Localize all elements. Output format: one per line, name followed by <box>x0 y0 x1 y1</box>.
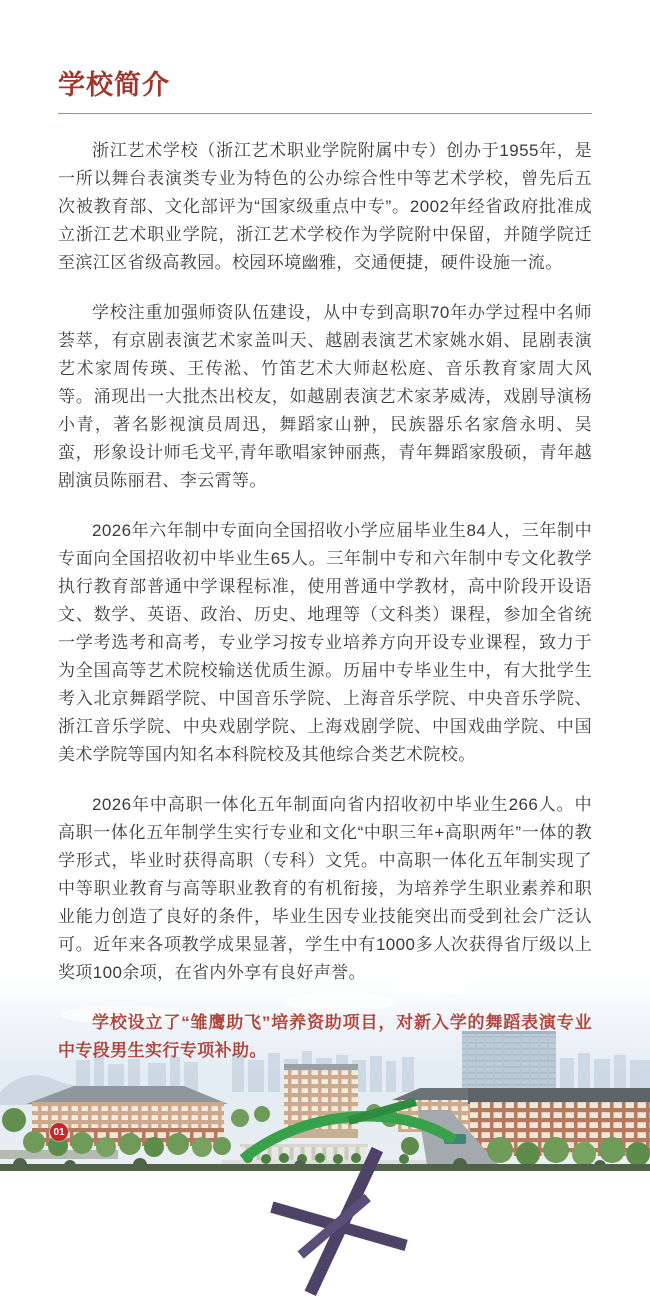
title-divider <box>58 113 592 114</box>
paragraph-faculty-alumni: 学校注重加强师资队伍建设，从中专到高职70年办学过程中名师荟萃，有京剧表演艺术家盖叫天、越剧表演艺术家姚水娟、昆剧表演艺术家周传瑛、王传淞、竹笛艺术大师赵松庭、音乐教育家周大风等。涌现出一大批杰出校友，如越剧表演艺术家茅威涛，戏剧导演杨小青，著名影视演员周迅，舞蹈家山翀，民族器乐名家詹永明、吴蛮，形象设计师毛戈平,青年歌唱家钟丽燕，青年舞蹈家殷硕，青年越剧演员陈丽君、李云霄等。 <box>58 303 592 491</box>
paragraph-subsidy-highlight: 学校设立了“雏鹰助飞”培养资助项目，对新入学的舞蹈表演专业中专段男生实行专项补助。 <box>58 1013 592 1061</box>
dancer-decoration <box>14 1092 650 1303</box>
paragraph-history: 浙江艺术学校（浙江艺术职业学院附属中专）创办于1955年，是一所以舞台表演类专业为特色的公办综合性中等艺术学校，曾先后五次被教育部、文化部评为“国家级重点中专”。2002年经省政府批准成立浙江艺术职业学院，浙江艺术学校作为学院附中保留，并随学院迁至滨江区省级高教园。校园环境幽雅，交通便捷，硬件设施一流。 <box>58 141 592 273</box>
page-title: 学校简介 <box>58 70 170 100</box>
paragraph-five-year-program: 2026年中高职一体化五年制面向省内招收初中毕业生266人。中高职一体化五年制学生实行专业和文化“中职三年+高职两年”一体的教学形式，毕业时获得高职（专科）文凭。中高职一体化五年制实现了中等职业教育与高等职业教育的有机衔接，为培养学生职业素养和职业能力创造了良好的条件，毕业生因专业技能突出而受到社会广泛认可。近年来各项教学成果显著，学生中有1000多人次获得省厅级以上奖项100余项，在省内外享有良好声誉。 <box>58 795 592 983</box>
intro-text-block <box>0 137 650 1065</box>
paragraph-zhongzhuan-enrollment: 2026年六年制中专面向全国招收小学应届毕业生84人，三年制中专面向全国招收初中毕业生65人。三年制中专和六年制中专文化教学执行教育部普通中学课程标准，使用普通中学教材，高中阶段开设语文、数学、英语、政治、历史、地理等（文科类）课程，参加全省统一学考选考和高考，专业学习按专业培养方向开设专业课程，致力于为全国高等艺术院校输送优质生源。历届中专毕业生中，有大批学生考入北京舞蹈学院、中国音乐学院、上海音乐学院、中央音乐学院、浙江音乐学院、中央戏剧学院、上海戏剧学院、中国戏曲学院、中国美术学院等国内知名本科院校及其他综合类艺术院校。 <box>58 521 592 765</box>
page-header <box>0 0 650 114</box>
page-number-badge: 01 <box>50 1123 68 1141</box>
